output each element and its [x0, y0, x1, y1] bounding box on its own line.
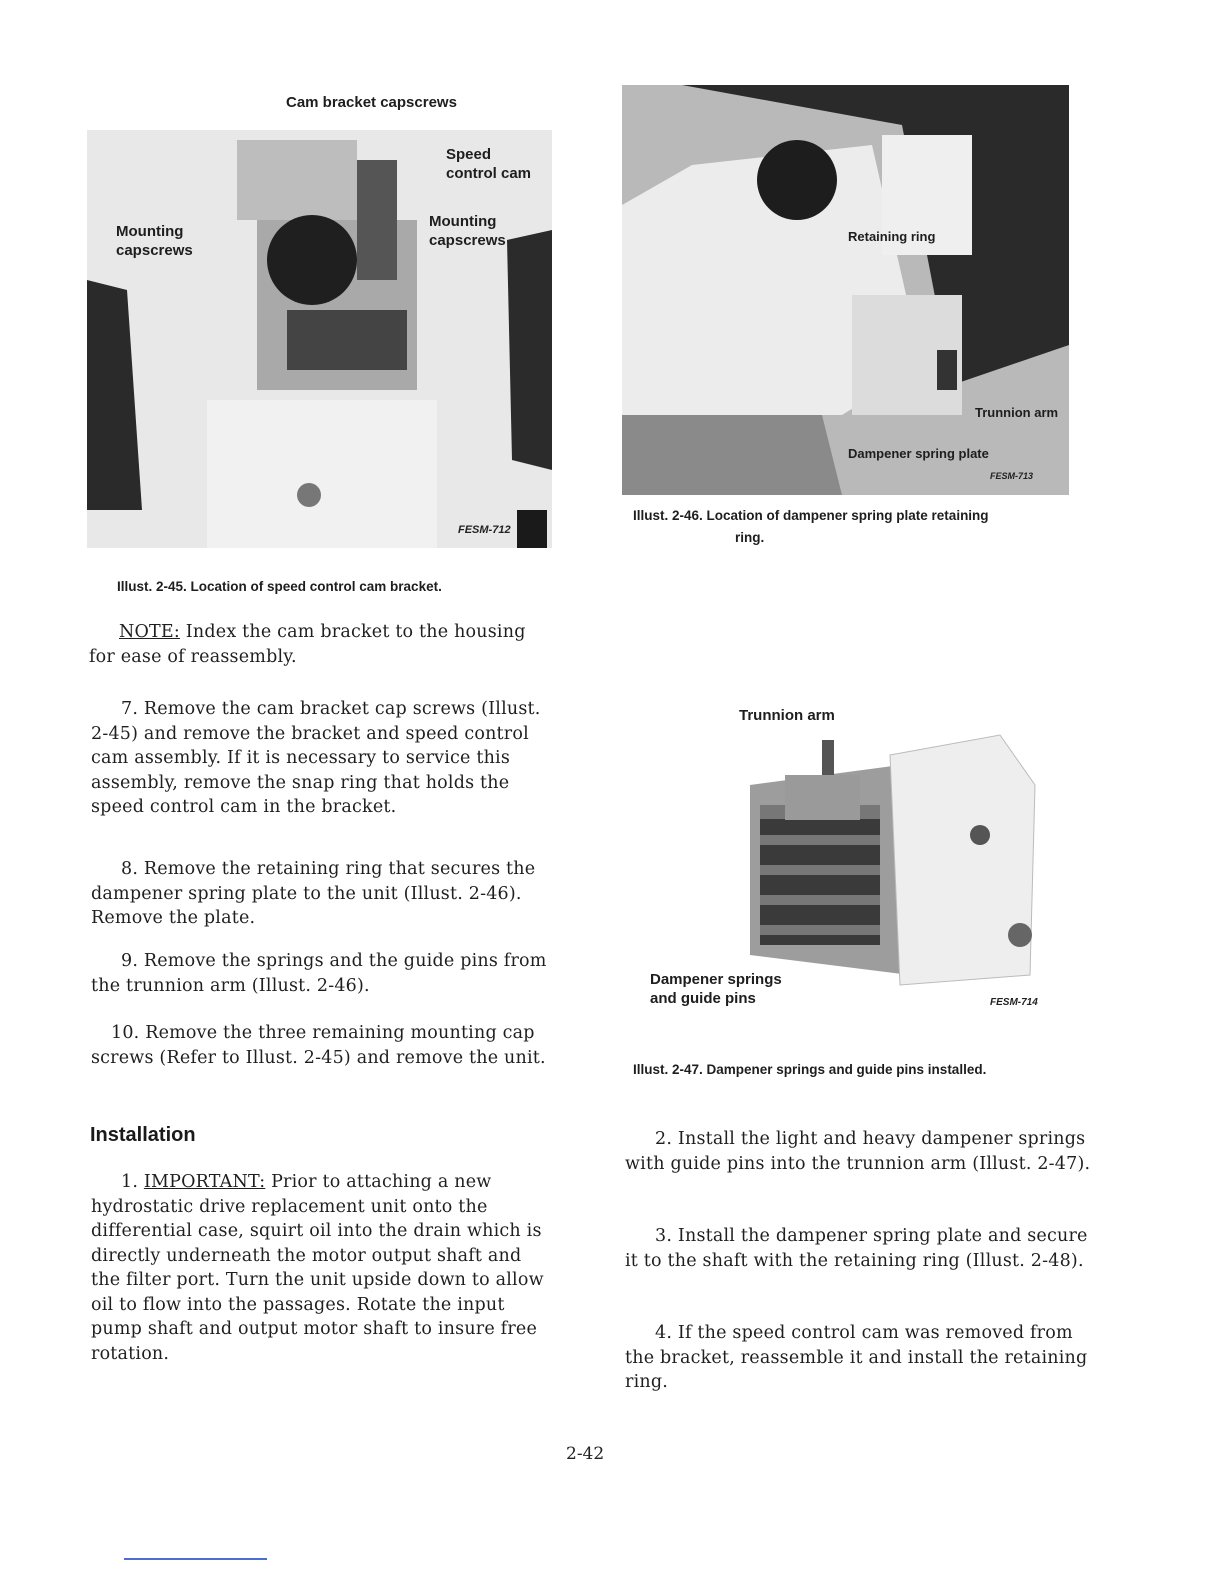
label-mounting-capscrews-right [429, 212, 506, 250]
step-9-text: 9. Remove the springs and the guide pins from the trunnion arm (Illust. 2-46). [91, 951, 547, 996]
footer-rule [124, 1558, 267, 1560]
caption-246-line-2: ring. [735, 530, 765, 545]
photo-245-drawing [87, 130, 552, 548]
note-text: Index the cam bracket to the housing for ease of reassembly. [89, 622, 526, 667]
label-speed-control-cam [446, 145, 531, 183]
step-7 [91, 697, 553, 820]
label-trunnion-arm-247: Trunnion arm [739, 707, 835, 724]
photo-247-drawing [740, 725, 1040, 1005]
step-8 [91, 857, 553, 931]
label-dampener-springs-1: Dampener springs [650, 971, 782, 988]
figure-id-713: FESM-713 [990, 471, 1034, 481]
install-step-1 [91, 1170, 553, 1366]
figure-id-712: FESM-712 [458, 524, 511, 536]
page-number: 2-42 [566, 1444, 605, 1464]
photo-246-drawing [622, 85, 1069, 495]
installation-heading: Installation [90, 1124, 196, 1146]
photo-speed-control-cam-bracket [87, 130, 552, 548]
note-label: NOTE: [119, 622, 181, 642]
label-retaining-ring: Retaining ring [848, 229, 936, 244]
step-7-text: 7. Remove the cam bracket cap screws (Illust. 2-45) and remove the bracket and speed control cam assembly. If it is necessary to service this assembly, remove the snap ring that holds the speed control cam in the bracket. [91, 699, 541, 817]
label-trunnion-arm-246: Trunnion arm [975, 405, 1059, 420]
label-mounting-right-1: Mounting [429, 213, 497, 230]
figure-id-714: FESM-714 [990, 997, 1038, 1008]
important-label: IMPORTANT: [143, 1172, 266, 1192]
label-mounting-capscrews-left [116, 222, 193, 260]
install-step-1-number: 1. [121, 1172, 144, 1192]
label-dampener-springs [650, 970, 782, 1008]
install-step-1-text: Prior to attaching a new hydrostatic drive replacement unit onto the differential case, squirt oil into the drain which is directly underneath the motor output shaft and the filter port. Turn the unit upside down to allow oil to flow into the passages. Rotate the input pump shaft and output motor shaft to insure free rotation. [91, 1172, 544, 1364]
install-step-3 [625, 1224, 1103, 1273]
caption-illust-2-46 [633, 505, 989, 549]
caption-illust-2-47: Illust. 2-47. Dampener springs and guide pins installed. [633, 1062, 987, 1077]
photo-dampener-springs-guide-pins [740, 725, 1040, 1005]
label-cam-bracket-capscrews: Cam bracket capscrews [286, 94, 457, 111]
label-dampener-spring-plate: Dampener spring plate [848, 446, 989, 461]
label-dampener-springs-2: and guide pins [650, 990, 756, 1007]
install-step-2-text: 2. Install the light and heavy dampener springs with guide pins into the trunnion arm (Illust. 2-47). [625, 1129, 1091, 1174]
install-step-4-text: 4. If the speed control cam was removed from the bracket, reassemble it and install the retaining ring. [625, 1323, 1088, 1392]
label-mounting-right-2: capscrews [429, 232, 506, 249]
photo-dampener-spring-plate [622, 85, 1069, 495]
note-paragraph [89, 620, 544, 669]
caption-246-line-1: Illust. 2-46. Location of dampener spring plate retaining [633, 508, 989, 523]
label-speed-line-1: Speed [446, 146, 492, 163]
label-speed-line-2: control cam [446, 165, 532, 182]
step-10 [91, 1021, 553, 1070]
install-step-4 [625, 1321, 1103, 1395]
label-mounting-left-2: capscrews [116, 242, 193, 259]
step-8-text: 8. Remove the retaining ring that secures the dampener spring plate to the unit (Illust. 2-46). Remove the plate. [91, 859, 536, 928]
install-step-2 [625, 1127, 1103, 1176]
step-9 [91, 949, 553, 998]
install-step-3-text: 3. Install the dampener spring plate and secure it to the shaft with the retaining ring (Illust. 2-48). [625, 1226, 1088, 1271]
step-10-text: 10. Remove the three remaining mounting cap screws (Refer to Illust. 2-45) and remove the unit. [91, 1023, 546, 1068]
caption-illust-2-45: Illust. 2-45. Location of speed control cam bracket. [117, 579, 442, 594]
label-mounting-left-1: Mounting [116, 223, 184, 240]
